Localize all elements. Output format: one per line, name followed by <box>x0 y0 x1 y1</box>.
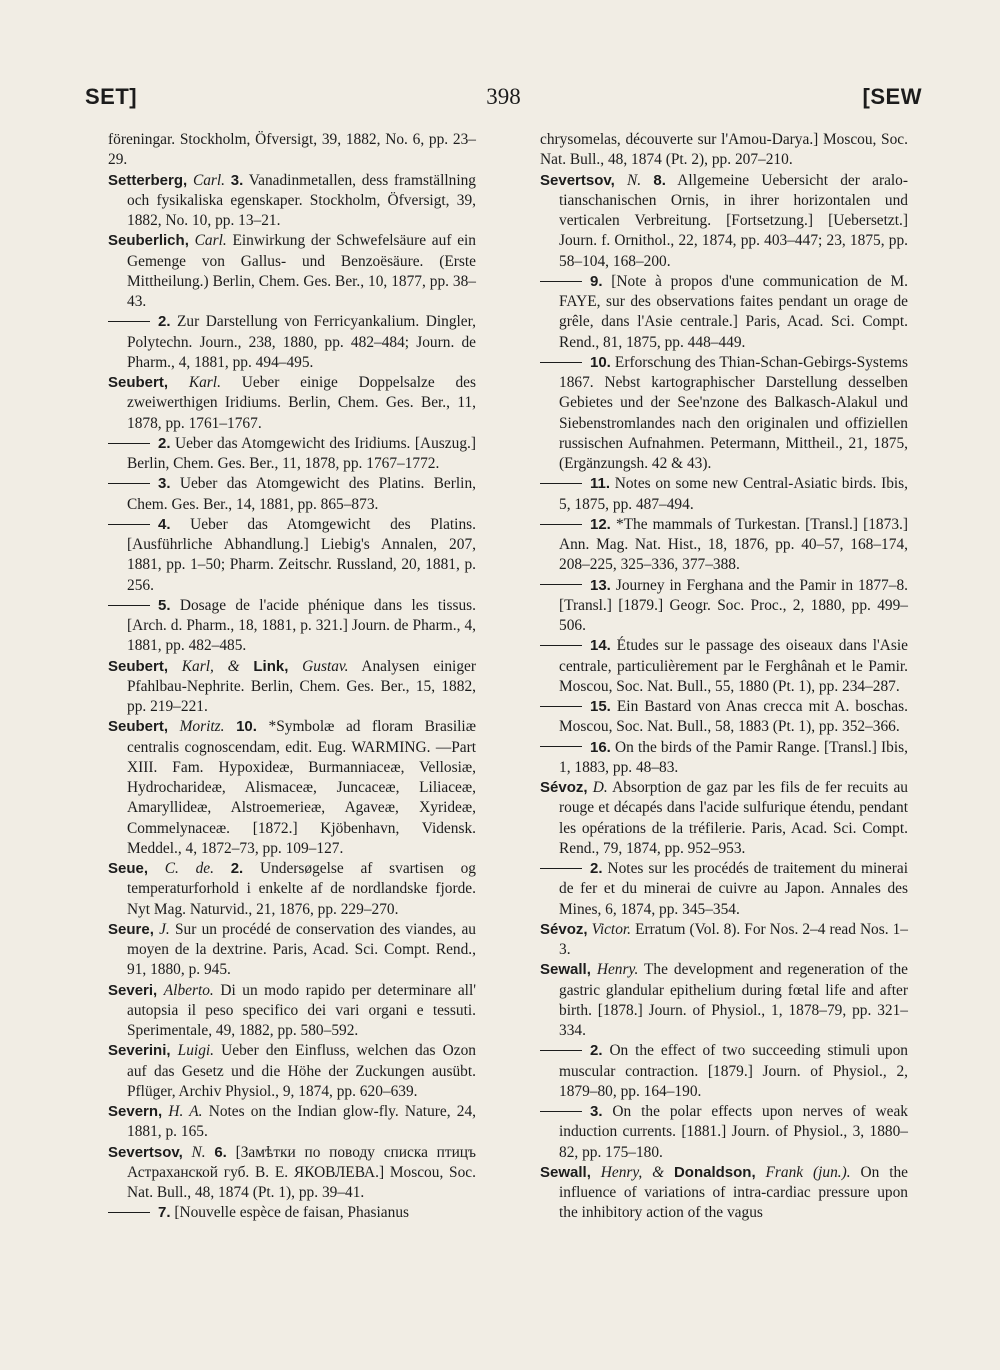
ditto-dash <box>108 443 150 444</box>
author-surname: Seubert, <box>108 657 169 675</box>
entry-text: *The mammals of Turkestan. [Transl.] [1873.] Ann. Mag. Nat. Hist., 18, 1876, pp. 40–57, 168–174, 208–225, 325–336, 377–388. <box>559 515 908 574</box>
entry-number: 7. <box>158 1204 171 1222</box>
bibliography-entry <box>540 960 908 1041</box>
author-surname: Severtsov, <box>108 1143 183 1161</box>
author-surname: Severtsov, <box>540 171 615 189</box>
bibliography-entry <box>108 1203 476 1223</box>
author-given-name: D. <box>592 779 608 796</box>
ditto-dash <box>540 645 582 646</box>
entry-text: On the birds of the Pamir Range. [Transl.] Ibis, 1, 1883, pp. 48–83. <box>559 738 908 776</box>
entry-text: Absorption de gaz par les fils de fer recuits au rouge et décapés dans l'acide sulfurique étendu, pendant les opérations de la tréfilerie. Paris, Acad. Sci. Compt. Rend., 79, 1874, pp. 952–953. <box>559 779 908 857</box>
entry-number: 3. <box>590 1103 603 1120</box>
ditto-dash <box>108 1212 150 1213</box>
bibliography-entry <box>108 1041 476 1102</box>
entry-number: 12. <box>590 515 611 533</box>
entry-number: 4. <box>158 515 171 533</box>
entry-text: On the effect of two succeeding stimuli upon muscular contraction. [1879.] Journ. of Physiol., 2, 1879–80, pp. 164–190. <box>559 1042 908 1100</box>
entry-text: Notes sur les procédés de traitement du minerai de fer et du minerai de cuivre au Japon. Annales des Mines, 6, 1874, pp. 345–354. <box>559 860 908 918</box>
author-given-name: J. <box>159 920 170 938</box>
author-given-name: Luigi. <box>177 1042 215 1060</box>
ditto-dash <box>540 1111 582 1112</box>
entry-number: 8. <box>653 171 666 189</box>
bibliography-entry <box>540 515 908 576</box>
entry-text: Ueber das Atomgewicht des Platins. [Ausführliche Abhandlung.] Liebig's Annalen, 207, 1881, pp. 1–50; Pharm. Zeitschr. Russland, 20, 1881, p. 256. <box>127 515 476 594</box>
author-given-name: Karl, & <box>181 657 240 675</box>
ditto-dash <box>540 362 582 363</box>
entry-number: 2. <box>230 860 244 877</box>
page-header <box>85 84 922 118</box>
entry-text: Ueber einige Doppelsalze des zweiwerthigen Iridiums. Berlin, Chem. Ges. Ber., 11, 1878, pp. 1761–1767. <box>127 374 476 432</box>
bibliography-entry <box>108 373 476 434</box>
coauthor-surname: Donaldson, <box>673 1163 756 1181</box>
author-surname: Seue, <box>108 860 149 877</box>
entry-text: Zur Darstellung von Ferricyankalium. Dingler, Polytechn. Journ., 238, 1880, pp. 482–484; Journ. de Pharm., 4, 1881, pp. 494–495. <box>127 313 476 371</box>
author-given-name: Henry. <box>596 961 639 979</box>
ditto-dash <box>108 524 150 525</box>
author-surname: Sewall, <box>540 1163 591 1181</box>
author-given-name: N. <box>627 171 642 189</box>
entry-number: 2. <box>590 860 603 877</box>
author-surname: Setterberg, <box>108 171 188 189</box>
author-surname: Sévoz, <box>540 920 588 938</box>
entry-text: Ein Bastard von Anas crecca mit A. boschas. Moscou, Soc. Nat. Bull., 58, 1883 (Pt. 1), pp. 352–366. <box>559 698 908 736</box>
entry-number: 10. <box>590 353 611 371</box>
author-surname: Seubert, <box>108 374 169 391</box>
bibliography-entry <box>540 171 908 272</box>
running-head-left: SET] <box>85 84 138 109</box>
bibliography-entry <box>540 859 908 920</box>
ditto-dash <box>108 321 150 322</box>
entry-number: 15. <box>590 698 611 715</box>
author-surname: Seubert, <box>108 718 169 736</box>
bibliography-entry <box>540 738 908 779</box>
page-number: 398 <box>486 84 521 109</box>
entry-text: Notes on some new Central-Asiatic birds. Ibis, 5, 1875, pp. 487–494. <box>559 475 908 513</box>
entry-text: Ueber das Atomgewicht des Platins. Berlin, Chem. Ges. Ber., 14, 1881, pp. 865–873. <box>127 475 476 513</box>
entry-text: Sur un procédé de conservation des viandes, au moyen de la dextrine. Paris, Acad. Sci. Compt. Rend., 91, 1880, p. 945. <box>127 920 476 979</box>
bibliography-entry <box>540 353 908 475</box>
entry-text: Vanadinmetallen, dess framställning och fysikaliska egenskaper. Stockholm, Öfversigt, 39, 1882, No. 10, pp. 13–21. <box>127 171 476 229</box>
bibliography-entry <box>540 1041 908 1102</box>
entry-number: 3. <box>230 171 244 189</box>
bibliography-entry <box>108 312 476 373</box>
bibliography-entry <box>540 636 908 697</box>
entry-text: [Замѣтки по поводу списка птицъ Астраханской губ. В. Е. ЯКОВЛЕВА.] Moscou, Soc. Nat. Bull., 48, 1874 (Pt. 1), pp. 39–41. <box>127 1143 476 1201</box>
bibliography-entry <box>108 596 476 657</box>
entry-number: 6. <box>214 1143 227 1161</box>
entry-number: 5. <box>158 596 171 614</box>
bibliography-entry <box>108 434 476 475</box>
author-surname: Severini, <box>108 1042 171 1060</box>
author-surname: Sewall, <box>540 961 591 979</box>
entry-text: Notes on the Indian glow-fly. Nature, 24, 1881, p. 165. <box>127 1103 476 1141</box>
entry-number: 2. <box>158 434 171 452</box>
entry-text: [Note à propos d'une communication de M. FAYE, sur des observations faites pendant un orage de grêle, dans l'Asie centrale.] Paris, Acad. Sci. Compt. Rend., 81, 1875, pp. 448–449. <box>559 272 908 351</box>
ditto-dash <box>540 706 582 707</box>
bibliography-entry <box>108 859 476 920</box>
ditto-dash <box>540 868 582 869</box>
entry-text: Analysen einiger Pfahlbau-Nephrite. Berlin, Chem. Ges. Ber., 15, 1882, pp. 219–221. <box>127 657 476 715</box>
bibliography-entry <box>540 778 908 859</box>
entry-text: Erratum (Vol. 8). For Nos. 2–4 read Nos. 1–3. <box>559 920 908 958</box>
left-column <box>108 130 476 1224</box>
author-surname: Severn, <box>108 1103 163 1120</box>
bibliography-entry <box>108 920 476 981</box>
entry-text: Journey in Ferghana and the Pamir in 1877–8. [Transl.] [1879.] Geogr. Soc. Proc., 2, 1880, pp. 499–506. <box>559 576 908 634</box>
entry-text: Di un modo rapido per determinare all' autopsia il peso specifico dei vari organi e tessuti. Sperimentale, 49, 1882, pp. 580–592. <box>127 981 476 1039</box>
bibliography-entry <box>108 474 476 515</box>
bibliography-entry <box>540 1102 908 1163</box>
entry-text: Études sur le passage des oiseaux dans l'Asie centrale, particulièrement par le Ferghânah et le Pamir. Moscou, Soc. Nat. Bull., 55, 1880 (Pt. 1), pp. 234–287. <box>559 637 908 695</box>
author-given-name: Moritz. <box>179 718 225 736</box>
ditto-dash <box>540 746 582 747</box>
ditto-dash <box>540 483 582 484</box>
bibliography-entry <box>108 657 476 718</box>
entry-number: 3. <box>158 475 171 493</box>
entry-text: Undersøgelse af svartisen og temperaturforhold i enkelte af de nordlandske fjorde. Nyt Mag. Naturvid., 21, 1876, pp. 229–270. <box>127 860 476 918</box>
entry-text: Ueber den Einfluss, welchen das Ozon auf das Gesetz und die Höhe der Zuckungen ausübt. Pflüger, Archiv Physiol., 9, 1874, pp. 620–639. <box>127 1042 476 1100</box>
bibliography-entry <box>108 981 476 1042</box>
entry-text: The development and regeneration of the gastric glandular epithelium during fœtal life and after birth. [1878.] Journ. of Physiol., 1, 1878–79, pp. 321–334. <box>559 961 908 1039</box>
bibliography-entry <box>108 171 476 232</box>
ditto-dash <box>540 584 582 585</box>
entry-text: Dosage de l'acide phénique dans les tissus. [Arch. d. Pharm., 18, 1881, p. 321.] Journ. de Pharm., 4, 1881, pp. 482–485. <box>127 596 476 655</box>
entry-text: chrysomelas, découverte sur l'Amou-Darya.] Moscou, Soc. Nat. Bull., 48, 1874 (Pt. 2), pp. 207–210. <box>540 131 908 169</box>
ditto-dash <box>540 281 582 282</box>
bibliography-entry <box>540 130 908 171</box>
bibliography-entry <box>540 1163 908 1224</box>
author-surname: Seure, <box>108 920 154 938</box>
author-surname: Seuberlich, <box>108 232 189 250</box>
author-given-name: H. A. <box>168 1103 203 1120</box>
running-head-right: [SEW <box>862 84 922 109</box>
bibliography-entry <box>540 576 908 637</box>
bibliography-entry <box>108 1143 476 1204</box>
entry-text: Ueber das Atomgewicht des Iridiums. [Auszug.] Berlin, Chem. Ges. Ber., 11, 1878, pp. 1767–1772. <box>127 434 476 472</box>
entry-text: Einwirkung der Schwefelsäure auf ein Gemenge von Gallus- und Benzoësäure. (Erste Mittheilung.) Berlin, Chem. Ges. Ber., 10, 1877, pp. 38–43. <box>127 232 476 310</box>
entry-number: 9. <box>590 272 603 290</box>
ditto-dash <box>540 1050 582 1051</box>
entry-number: 2. <box>158 313 171 331</box>
author-given-name: Carl. <box>192 171 226 189</box>
entry-number: 10. <box>236 718 257 736</box>
entry-number: 11. <box>590 475 611 493</box>
bibliography-entry <box>540 272 908 353</box>
entry-text: föreningar. Stockholm, Öfversigt, 39, 1882, No. 6, pp. 23–29. <box>108 131 476 169</box>
author-given-name: Henry, & <box>600 1163 665 1181</box>
author-given-name: N. <box>191 1143 206 1161</box>
bibliography-entry <box>540 474 908 515</box>
author-surname: Severi, <box>108 981 158 999</box>
coauthor-given-name: Gustav. <box>302 657 349 675</box>
bibliography-entry <box>108 130 476 171</box>
author-given-name: Carl. <box>194 232 227 250</box>
bibliography-entry <box>108 515 476 596</box>
author-given-name: Alberto. <box>163 981 214 999</box>
entry-text: *Symbolæ ad floram Brasiliæ centralis cognoscendam, edit. Eug. WARMING. —Part XIII. Fam. Hypoxideæ, Burmanniaceæ, Vellosiæ, Hydrocharideæ, Alismaceæ, Juncaceæ, Liliaceæ, Amaryllideæ, Alstroemerieæ, Agaveæ, Xyrideæ, Commelynaceæ. [1872.] Kjöbenhavn, Vidensk. Meddel., 4, 1872–73, pp. 109–127. <box>127 718 476 857</box>
author-given-name: C. de. <box>164 860 214 877</box>
bibliography-entry <box>540 920 908 961</box>
entry-text: Erforschung des Thian-Schan-Gebirgs-Systems 1867. Nebst kartographischer Darstellung desselben Gebietes und der See'nzone des Balkasch-Alakul und Siebenstromlandes nach den originalen und offiziellen russischen Aufnahmen. Petermann, Mittheil., 21, 1875, (Ergänzungsh. 42 & 43). <box>559 353 908 472</box>
bibliography-entry <box>108 717 476 859</box>
entry-text: On the polar effects upon nerves of weak induction currents. [1881.] Journ. of Physiol., 3, 1880–82, pp. 175–180. <box>559 1103 908 1161</box>
author-given-name: Karl. <box>188 374 221 391</box>
ditto-dash <box>108 605 150 606</box>
bibliography-entry <box>540 697 908 738</box>
entry-text: [Nouvelle espèce de faisan, Phasianus <box>174 1204 409 1222</box>
author-surname: Sévoz, <box>540 779 588 796</box>
ditto-dash <box>540 524 582 525</box>
bibliography-entry <box>108 1102 476 1143</box>
coauthor-surname: Link, <box>253 657 289 675</box>
coauthor-given-name: Frank (jun.). <box>765 1163 851 1181</box>
bibliography-entry <box>108 231 476 312</box>
right-column <box>540 130 908 1224</box>
entry-number: 13. <box>590 576 611 594</box>
entry-number: 16. <box>590 738 611 756</box>
ditto-dash <box>108 483 150 484</box>
entry-text: Allgemeine Uebersicht der aralo-tianschanischen Ornis, in ihrer horizontalen und verticalen Verbreitung. [Fortsetzung.] [Uebersetzt.] Journ. f. Ornithol., 22, 1874, pp. 403–447; 23, 1875, pp. 58–104, 168–200. <box>559 171 909 270</box>
entry-number: 14. <box>590 637 611 655</box>
entry-number: 2. <box>590 1042 603 1060</box>
author-given-name: Victor. <box>591 920 632 938</box>
entry-text: On the influence of variations of intra-cardiac pressure upon the inhibitory action of the vagus <box>559 1163 909 1222</box>
